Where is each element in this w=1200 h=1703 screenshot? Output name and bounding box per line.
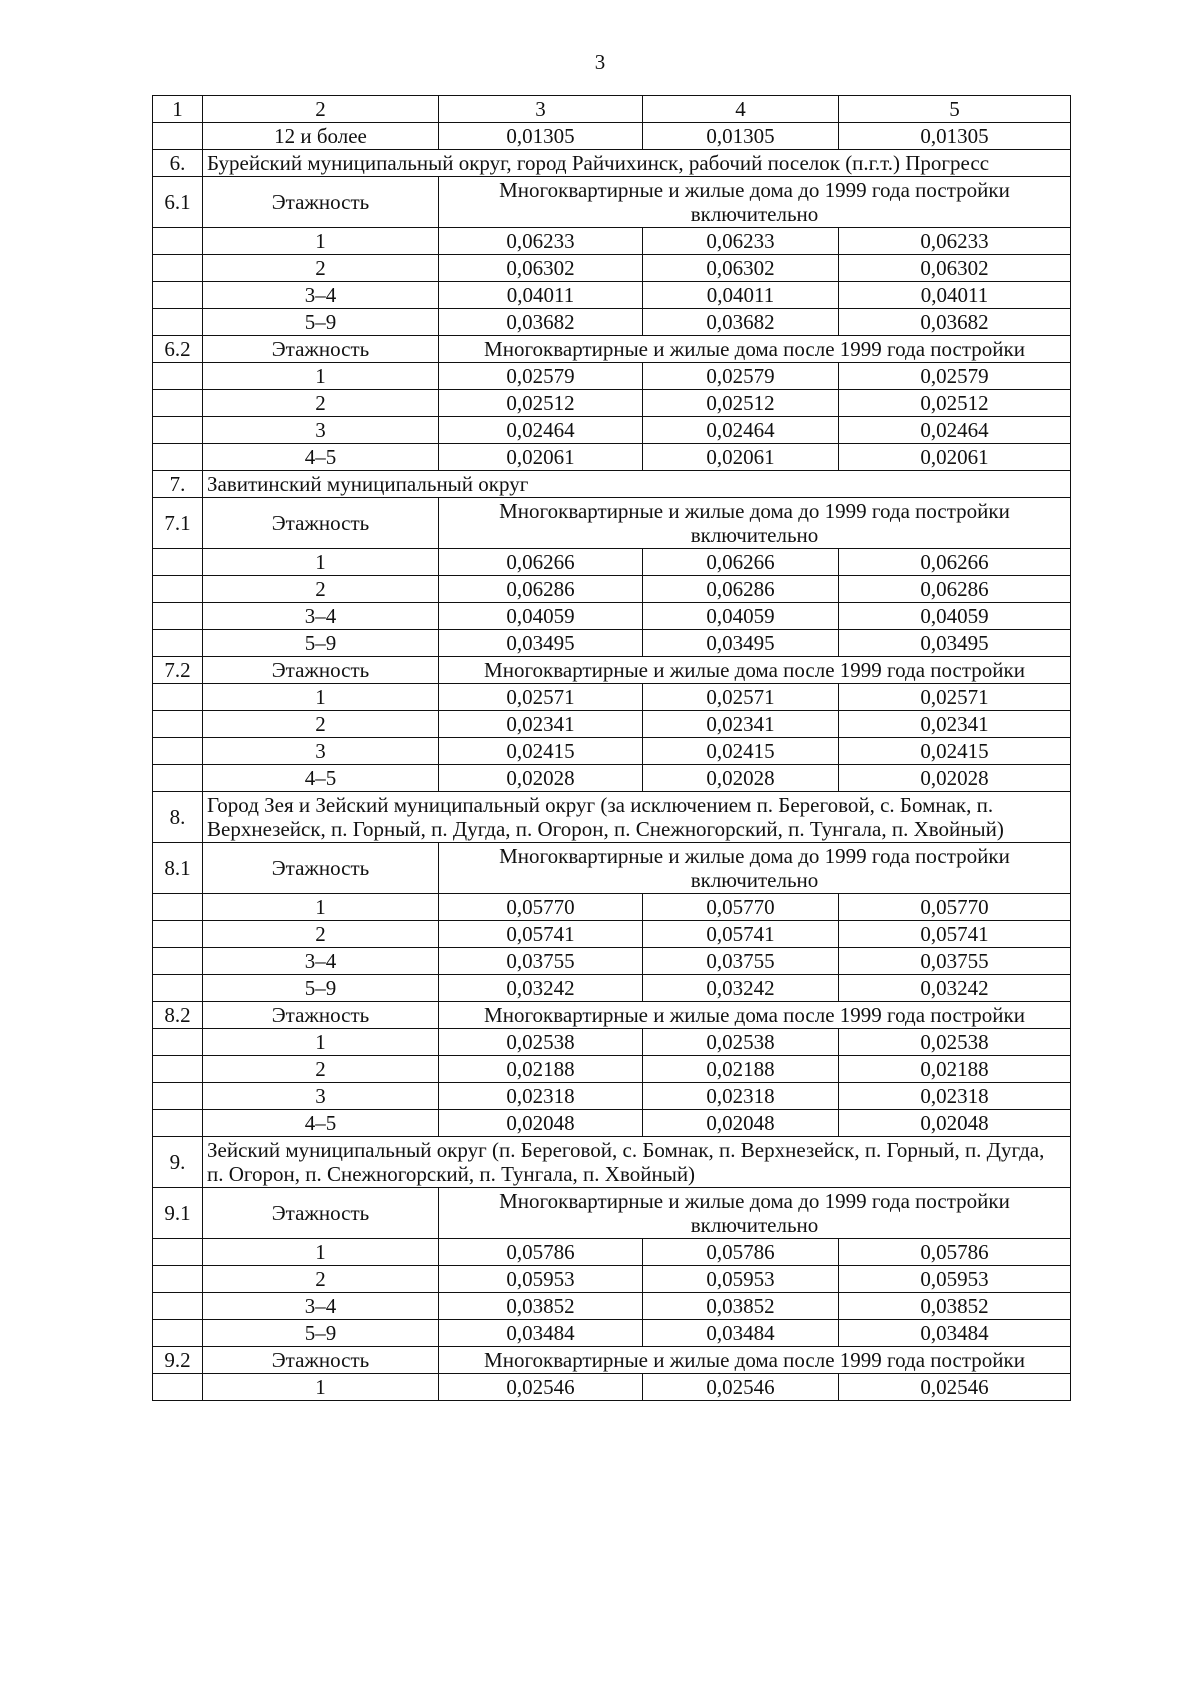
- table-row: [153, 1110, 1071, 1137]
- value-cell: 0,02571: [839, 684, 1071, 711]
- floors-cell: 5–9: [203, 309, 439, 336]
- table-row: [153, 1293, 1071, 1320]
- row-number-cell: [153, 1029, 203, 1056]
- value-cell: 0,02538: [839, 1029, 1071, 1056]
- floors-column-label: Этажность: [203, 498, 439, 549]
- value-cell: 0,01305: [643, 123, 839, 150]
- row-number-cell: [153, 123, 203, 150]
- floors-cell: 1: [203, 1374, 439, 1401]
- floors-cell: 4–5: [203, 1110, 439, 1137]
- row-number-cell: [153, 255, 203, 282]
- row-number-cell: [153, 1374, 203, 1401]
- row-number-cell: [153, 549, 203, 576]
- value-cell: 0,02538: [439, 1029, 643, 1056]
- value-cell: 0,03495: [643, 630, 839, 657]
- row-number-cell: [153, 975, 203, 1002]
- value-cell: 0,05741: [839, 921, 1071, 948]
- table-row: [153, 738, 1071, 765]
- row-number-cell: [153, 390, 203, 417]
- group-header-row: [153, 657, 1071, 684]
- value-cell: 0,05786: [439, 1239, 643, 1266]
- row-number-cell: [153, 1083, 203, 1110]
- header-cell: 4: [643, 96, 839, 123]
- value-cell: 0,03495: [839, 630, 1071, 657]
- floors-cell: 1: [203, 1029, 439, 1056]
- section-row: [153, 471, 1071, 498]
- value-cell: 0,02512: [839, 390, 1071, 417]
- row-number-cell: [153, 1320, 203, 1347]
- group-heading: Многоквартирные и жилые дома до 1999 года постройки включительно: [439, 177, 1071, 228]
- floors-column-label: Этажность: [203, 843, 439, 894]
- floors-cell: 2: [203, 711, 439, 738]
- row-number-cell: [153, 948, 203, 975]
- value-cell: 0,02318: [839, 1083, 1071, 1110]
- table-row: [153, 228, 1071, 255]
- floors-cell: 12 и более: [203, 123, 439, 150]
- floors-cell: 1: [203, 549, 439, 576]
- group-header-row: [153, 336, 1071, 363]
- value-cell: 0,05741: [643, 921, 839, 948]
- section-number: 6.: [153, 150, 203, 177]
- row-number-cell: [153, 630, 203, 657]
- floors-column-label: Этажность: [203, 1188, 439, 1239]
- header-cell: 2: [203, 96, 439, 123]
- floors-cell: 2: [203, 255, 439, 282]
- value-cell: 0,02048: [643, 1110, 839, 1137]
- table-body: [153, 96, 1071, 1401]
- section-title: Город Зея и Зейский муниципальный округ (за исключением п. Береговой, с. Бомнак, п. Верхнезейск, п. Горный, п. Дугда, п. Огорон, п. Снежногорский, п. Тунгала, п. Хвойный): [203, 792, 1071, 843]
- floors-column-label: Этажность: [203, 336, 439, 363]
- group-header-row: [153, 498, 1071, 549]
- value-cell: 0,05741: [439, 921, 643, 948]
- group-header-row: [153, 843, 1071, 894]
- value-cell: 0,03242: [439, 975, 643, 1002]
- row-number-cell: [153, 309, 203, 336]
- header-cell: 3: [439, 96, 643, 123]
- section-title: Завитинский муниципальный округ: [203, 471, 1071, 498]
- value-cell: 0,01305: [439, 123, 643, 150]
- value-cell: 0,03495: [439, 630, 643, 657]
- group-number: 9.2: [153, 1347, 203, 1374]
- value-cell: 0,03484: [839, 1320, 1071, 1347]
- value-cell: 0,06302: [643, 255, 839, 282]
- group-heading: Многоквартирные и жилые дома до 1999 года постройки включительно: [439, 1188, 1071, 1239]
- value-cell: 0,02318: [643, 1083, 839, 1110]
- value-cell: 0,05770: [839, 894, 1071, 921]
- group-number: 7.2: [153, 657, 203, 684]
- table-row: [153, 1056, 1071, 1083]
- value-cell: 0,05770: [643, 894, 839, 921]
- group-number: 8.2: [153, 1002, 203, 1029]
- value-cell: 0,06233: [439, 228, 643, 255]
- value-cell: 0,04011: [839, 282, 1071, 309]
- floors-column-label: Этажность: [203, 657, 439, 684]
- group-heading: Многоквартирные и жилые дома после 1999 года постройки: [439, 1002, 1071, 1029]
- table-row: [153, 894, 1071, 921]
- group-number: 7.1: [153, 498, 203, 549]
- floors-cell: 5–9: [203, 975, 439, 1002]
- table-row: [153, 603, 1071, 630]
- value-cell: 0,03852: [439, 1293, 643, 1320]
- group-heading: Многоквартирные и жилые дома после 1999 года постройки: [439, 1347, 1071, 1374]
- table-row: [153, 576, 1071, 603]
- value-cell: 0,05953: [643, 1266, 839, 1293]
- floors-cell: 2: [203, 1266, 439, 1293]
- section-number: 7.: [153, 471, 203, 498]
- floors-cell: 3: [203, 738, 439, 765]
- value-cell: 0,06266: [839, 549, 1071, 576]
- table-row: [153, 1029, 1071, 1056]
- tariff-table: [152, 95, 1071, 1401]
- section-number: 9.: [153, 1137, 203, 1188]
- value-cell: 0,02546: [439, 1374, 643, 1401]
- value-cell: 0,02061: [839, 444, 1071, 471]
- row-number-cell: [153, 1110, 203, 1137]
- value-cell: 0,05953: [839, 1266, 1071, 1293]
- group-heading: Многоквартирные и жилые дома до 1999 года постройки включительно: [439, 498, 1071, 549]
- value-cell: 0,02579: [839, 363, 1071, 390]
- floors-cell: 1: [203, 1239, 439, 1266]
- table-row: [153, 948, 1071, 975]
- floors-cell: 2: [203, 1056, 439, 1083]
- value-cell: 0,02048: [439, 1110, 643, 1137]
- value-cell: 0,02415: [839, 738, 1071, 765]
- table-row: [153, 1239, 1071, 1266]
- row-number-cell: [153, 738, 203, 765]
- section-title: Бурейский муниципальный округ, город Райчихинск, рабочий поселок (п.г.т.) Прогресс: [203, 150, 1071, 177]
- value-cell: 0,02415: [643, 738, 839, 765]
- value-cell: 0,04059: [439, 603, 643, 630]
- value-cell: 0,03484: [439, 1320, 643, 1347]
- value-cell: 0,04011: [643, 282, 839, 309]
- row-number-cell: [153, 1293, 203, 1320]
- value-cell: 0,06286: [439, 576, 643, 603]
- value-cell: 0,06302: [439, 255, 643, 282]
- table-row: [153, 549, 1071, 576]
- floors-cell: 1: [203, 228, 439, 255]
- value-cell: 0,05786: [839, 1239, 1071, 1266]
- floors-cell: 1: [203, 363, 439, 390]
- value-cell: 0,04011: [439, 282, 643, 309]
- row-number-cell: [153, 282, 203, 309]
- floors-cell: 2: [203, 390, 439, 417]
- value-cell: 0,02028: [439, 765, 643, 792]
- row-number-cell: [153, 711, 203, 738]
- section-number: 8.: [153, 792, 203, 843]
- section-row: [153, 1137, 1071, 1188]
- floors-cell: 4–5: [203, 444, 439, 471]
- table-row: [153, 309, 1071, 336]
- table-row: [153, 921, 1071, 948]
- value-cell: 0,03852: [839, 1293, 1071, 1320]
- page-number: 3: [594, 50, 606, 74]
- floors-cell: 4–5: [203, 765, 439, 792]
- row-number-cell: [153, 765, 203, 792]
- floors-column-label: Этажность: [203, 1002, 439, 1029]
- value-cell: 0,04059: [839, 603, 1071, 630]
- table-row: [153, 282, 1071, 309]
- value-cell: 0,02061: [439, 444, 643, 471]
- value-cell: 0,04059: [643, 603, 839, 630]
- value-cell: 0,05953: [439, 1266, 643, 1293]
- value-cell: 0,03755: [839, 948, 1071, 975]
- value-cell: 0,03682: [439, 309, 643, 336]
- group-number: 6.1: [153, 177, 203, 228]
- table-row: [153, 711, 1071, 738]
- floors-cell: 3–4: [203, 1293, 439, 1320]
- value-cell: 0,02188: [643, 1056, 839, 1083]
- group-header-row: [153, 1188, 1071, 1239]
- value-cell: 0,03484: [643, 1320, 839, 1347]
- group-header-row: [153, 1002, 1071, 1029]
- value-cell: 0,02579: [643, 363, 839, 390]
- floors-cell: 3–4: [203, 282, 439, 309]
- row-number-cell: [153, 444, 203, 471]
- value-cell: 0,02415: [439, 738, 643, 765]
- group-number: 9.1: [153, 1188, 203, 1239]
- row-number-cell: [153, 684, 203, 711]
- value-cell: 0,06233: [643, 228, 839, 255]
- row-number-cell: [153, 363, 203, 390]
- table-row: [153, 417, 1071, 444]
- group-number: 6.2: [153, 336, 203, 363]
- value-cell: 0,03755: [643, 948, 839, 975]
- value-cell: 0,02188: [839, 1056, 1071, 1083]
- value-cell: 0,02538: [643, 1029, 839, 1056]
- value-cell: 0,02464: [643, 417, 839, 444]
- value-cell: 0,02579: [439, 363, 643, 390]
- value-cell: 0,06286: [839, 576, 1071, 603]
- row-number-cell: [153, 576, 203, 603]
- floors-column-label: Этажность: [203, 1347, 439, 1374]
- value-cell: 0,02341: [439, 711, 643, 738]
- header-cell: 5: [839, 96, 1071, 123]
- value-cell: 0,02341: [643, 711, 839, 738]
- floors-cell: 3: [203, 1083, 439, 1110]
- value-cell: 0,02048: [839, 1110, 1071, 1137]
- value-cell: 0,03242: [839, 975, 1071, 1002]
- value-cell: 0,02188: [439, 1056, 643, 1083]
- header-cell: 1: [153, 96, 203, 123]
- value-cell: 0,06286: [643, 576, 839, 603]
- value-cell: 0,02512: [439, 390, 643, 417]
- value-cell: 0,02512: [643, 390, 839, 417]
- value-cell: 0,06266: [439, 549, 643, 576]
- value-cell: 0,02318: [439, 1083, 643, 1110]
- table-row: [153, 630, 1071, 657]
- group-heading: Многоквартирные и жилые дома до 1999 года постройки включительно: [439, 843, 1071, 894]
- row-number-cell: [153, 1239, 203, 1266]
- table-row: [153, 684, 1071, 711]
- value-cell: 0,06266: [643, 549, 839, 576]
- value-cell: 0,02341: [839, 711, 1071, 738]
- group-number: 8.1: [153, 843, 203, 894]
- value-cell: 0,02464: [439, 417, 643, 444]
- group-header-row: [153, 1347, 1071, 1374]
- value-cell: 0,02546: [643, 1374, 839, 1401]
- group-heading: Многоквартирные и жилые дома после 1999 года постройки: [439, 336, 1071, 363]
- floors-cell: 1: [203, 894, 439, 921]
- row-number-cell: [153, 228, 203, 255]
- value-cell: 0,02061: [643, 444, 839, 471]
- table-row: [153, 1320, 1071, 1347]
- row-number-cell: [153, 894, 203, 921]
- table-row: [153, 975, 1071, 1002]
- floors-cell: 1: [203, 684, 439, 711]
- floors-cell: 5–9: [203, 1320, 439, 1347]
- group-heading: Многоквартирные и жилые дома после 1999 года постройки: [439, 657, 1071, 684]
- value-cell: 0,06302: [839, 255, 1071, 282]
- floors-column-label: Этажность: [203, 177, 439, 228]
- value-cell: 0,02028: [643, 765, 839, 792]
- row-number-cell: [153, 1266, 203, 1293]
- group-header-row: [153, 177, 1071, 228]
- value-cell: 0,06233: [839, 228, 1071, 255]
- value-cell: 0,02571: [643, 684, 839, 711]
- section-row: [153, 150, 1071, 177]
- table-row: [153, 1083, 1071, 1110]
- floors-cell: 3: [203, 417, 439, 444]
- floors-cell: 2: [203, 576, 439, 603]
- section-row: [153, 792, 1071, 843]
- floors-cell: 5–9: [203, 630, 439, 657]
- value-cell: 0,03242: [643, 975, 839, 1002]
- row-number-cell: [153, 417, 203, 444]
- table-row: [153, 255, 1071, 282]
- value-cell: 0,05786: [643, 1239, 839, 1266]
- table-row: [153, 1374, 1071, 1401]
- value-cell: 0,03682: [839, 309, 1071, 336]
- table-row: [153, 390, 1071, 417]
- row-number-cell: [153, 1056, 203, 1083]
- value-cell: 0,02028: [839, 765, 1071, 792]
- value-cell: 0,03755: [439, 948, 643, 975]
- floors-cell: 3–4: [203, 603, 439, 630]
- table-row: [153, 123, 1071, 150]
- value-cell: 0,05770: [439, 894, 643, 921]
- table-row: [153, 765, 1071, 792]
- floors-cell: 2: [203, 921, 439, 948]
- value-cell: 0,02546: [839, 1374, 1071, 1401]
- table-row: [153, 363, 1071, 390]
- value-cell: 0,01305: [839, 123, 1071, 150]
- value-cell: 0,03852: [643, 1293, 839, 1320]
- header-row: [153, 96, 1071, 123]
- floors-cell: 3–4: [203, 948, 439, 975]
- value-cell: 0,02571: [439, 684, 643, 711]
- value-cell: 0,03682: [643, 309, 839, 336]
- value-cell: 0,02464: [839, 417, 1071, 444]
- section-title: Зейский муниципальный округ (п. Береговой, с. Бомнак, п. Верхнезейск, п. Горный, п. Дугда, п. Огорон, п. Снежногорский, п. Тунгала, п. Хвойный): [203, 1137, 1071, 1188]
- table-row: [153, 444, 1071, 471]
- table-row: [153, 1266, 1071, 1293]
- row-number-cell: [153, 921, 203, 948]
- row-number-cell: [153, 603, 203, 630]
